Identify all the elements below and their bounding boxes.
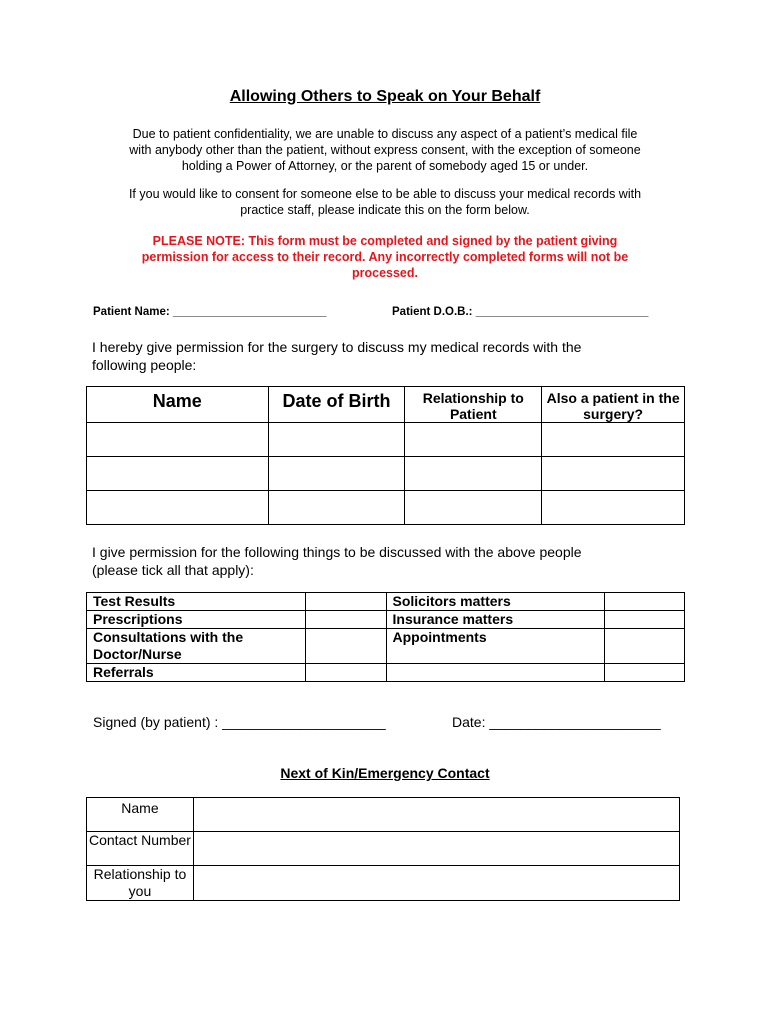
signature-field[interactable]: Signed (by patient) : _____________________ <box>93 714 386 730</box>
nok-name-input[interactable] <box>193 798 679 832</box>
nok-name-label: Name <box>87 798 194 832</box>
permission-line: I hereby give permission for the surgery to discuss my medical records with the <box>92 339 582 355</box>
header-relationship: Relationship to Patient <box>405 387 542 423</box>
topic-label: Prescriptions <box>87 611 306 629</box>
discuss-line: (please tick all that apply): <box>92 562 254 578</box>
next-of-kin-table <box>86 797 680 901</box>
header-also-patient: Also a patient in the surgery? <box>542 387 685 423</box>
table-row <box>87 832 680 866</box>
tick-box[interactable] <box>305 593 386 611</box>
table-row <box>87 491 685 525</box>
tick-box[interactable] <box>305 664 386 682</box>
people-table-header <box>87 387 685 423</box>
relationship-cell[interactable] <box>405 491 542 525</box>
tick-box[interactable] <box>605 629 685 664</box>
header-dob: Date of Birth <box>268 387 405 423</box>
relationship-cell[interactable] <box>405 423 542 457</box>
consent-paragraph <box>88 186 682 218</box>
tick-box[interactable] <box>605 611 685 629</box>
tick-box[interactable] <box>605 664 685 682</box>
topic-label <box>386 664 605 682</box>
permission-line: following people: <box>92 357 197 373</box>
table-row <box>87 457 685 491</box>
table-row <box>87 611 685 629</box>
nok-contact-label: Contact Number <box>87 832 194 866</box>
topic-label: Test Results <box>87 593 306 611</box>
nok-contact-input[interactable] <box>193 832 679 866</box>
tick-box[interactable] <box>305 611 386 629</box>
table-row <box>87 423 685 457</box>
tick-box[interactable] <box>605 593 685 611</box>
table-row <box>87 664 685 682</box>
also-patient-cell[interactable] <box>542 423 685 457</box>
intro-paragraph <box>88 126 682 174</box>
intro-line: holding a Power of Attorney, or the parent of somebody aged 15 or under. <box>181 159 589 173</box>
intro-line: with anybody other than the patient, without express consent, with the exception of someone <box>129 143 641 157</box>
topic-label: Consultations with the Doctor/Nurse <box>87 629 306 664</box>
relationship-cell[interactable] <box>405 457 542 491</box>
patient-name-field[interactable]: Patient Name: ________________________ <box>93 306 327 318</box>
header-name: Name <box>87 387 269 423</box>
topic-label: Insurance matters <box>386 611 605 629</box>
permission-statement <box>92 338 672 374</box>
table-row <box>87 866 680 901</box>
note-line: PLEASE NOTE: This form must be completed and signed by the patient giving <box>152 234 618 248</box>
topic-label: Solicitors matters <box>386 593 605 611</box>
dob-cell[interactable] <box>268 491 405 525</box>
page-title: Allowing Others to Speak on Your Behalf <box>229 88 541 105</box>
note-line: permission for access to their record. Any incorrectly completed forms will not be <box>141 250 629 264</box>
next-of-kin-title: Next of Kin/Emergency Contact <box>280 765 490 781</box>
dob-cell[interactable] <box>268 423 405 457</box>
dob-cell[interactable] <box>268 457 405 491</box>
also-patient-cell[interactable] <box>542 457 685 491</box>
patient-dob-field[interactable]: Patient D.O.B.: ___________________________ <box>392 306 649 318</box>
consent-line: practice staff, please indicate this on the form below. <box>240 203 530 217</box>
name-cell[interactable] <box>87 491 269 525</box>
discuss-statement <box>92 543 672 579</box>
intro-line: Due to patient confidentiality, we are unable to discuss any aspect of a patient’s medical file <box>132 127 638 141</box>
topics-table <box>86 592 685 682</box>
people-table <box>86 386 685 525</box>
nok-relationship-input[interactable] <box>193 866 679 901</box>
name-cell[interactable] <box>87 423 269 457</box>
name-cell[interactable] <box>87 457 269 491</box>
nok-relationship-label: Relationship to you <box>87 866 194 901</box>
topic-label: Referrals <box>87 664 306 682</box>
consent-line: If you would like to consent for someone else to be able to discuss your medical records with <box>128 187 642 201</box>
discuss-line: I give permission for the following things to be discussed with the above people <box>92 544 582 560</box>
table-row <box>87 629 685 664</box>
note-line: processed. <box>351 266 418 280</box>
tick-box[interactable] <box>305 629 386 664</box>
table-row <box>87 798 680 832</box>
table-row <box>87 593 685 611</box>
date-field[interactable]: Date: ______________________ <box>452 714 661 730</box>
please-note <box>100 233 670 281</box>
also-patient-cell[interactable] <box>542 491 685 525</box>
topic-label: Appointments <box>386 629 605 664</box>
